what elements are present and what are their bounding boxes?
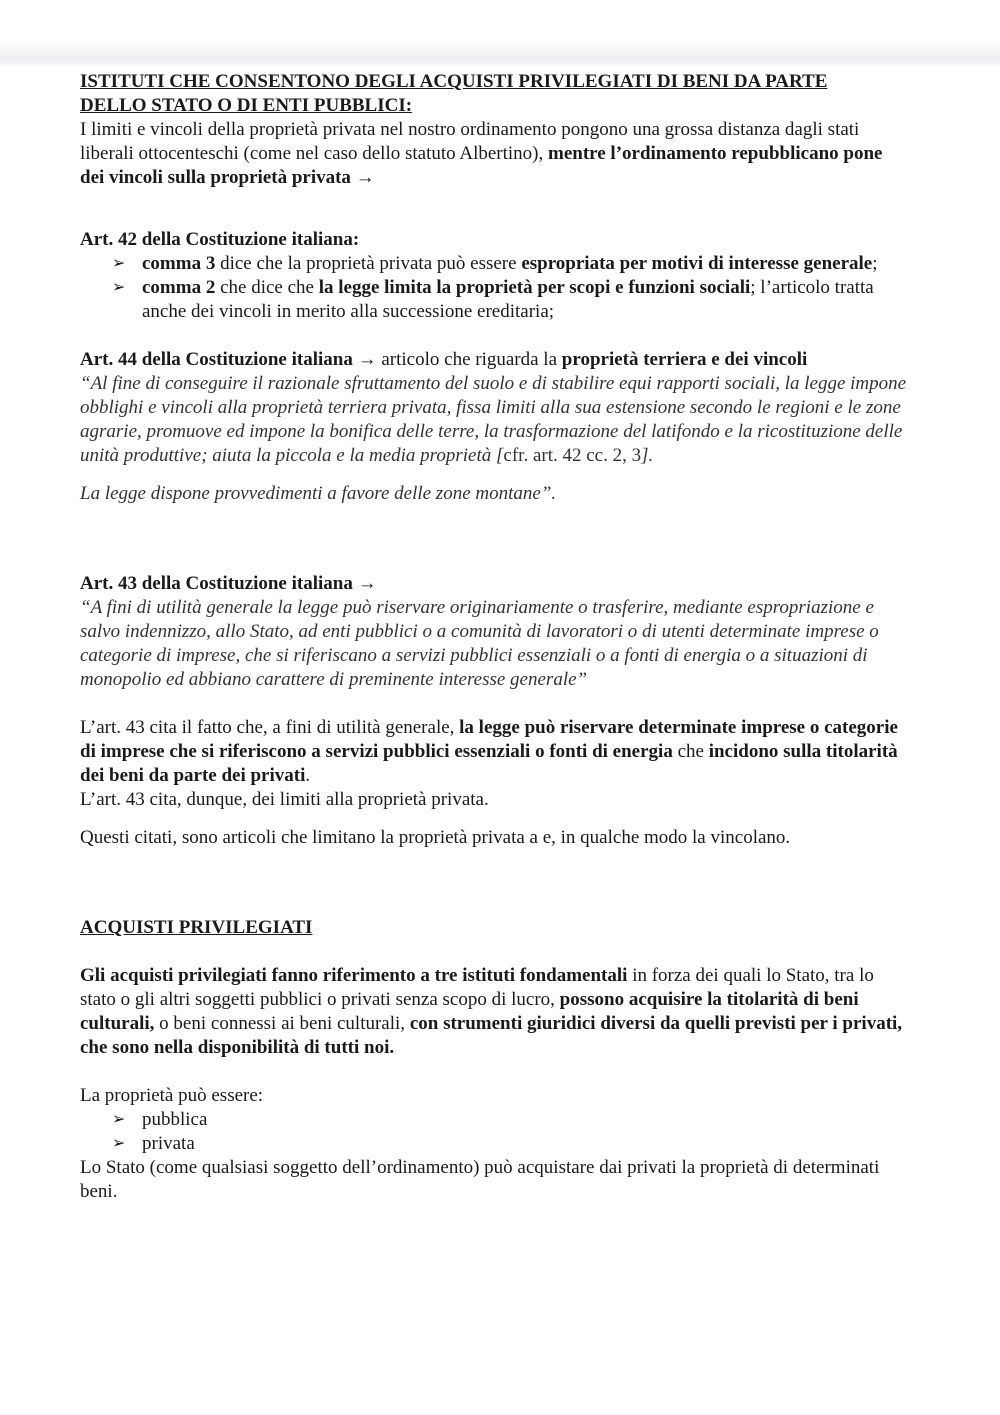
art44-bold: proprietà terriera e dei vincoli [561,349,808,370]
list-item [112,252,910,276]
acquisti-heading: ACQUISTI PRIVILEGIATI [80,917,313,938]
art44-quote-2: La legge dispone provvedimenti a favore delle zone montane”. [80,483,557,504]
paragraph-bold: la legge può riservare determinate imprese o categorie di imprese che si riferiscono a servizi pubblici essenziali o fonti di energia [80,717,898,762]
intro-text: I limiti e vincoli della proprietà privata nel nostro ordinamento pongono una grossa distanza dagli stati liberali ottocenteschi (come nel caso dello statuto Albertino), [80,119,860,164]
list-item [112,276,910,324]
art43-summary: Questi citati, sono articoli che limitano la proprietà privata a e, in qualche modo la vincolano. [80,827,791,848]
item-text: che dice che [215,277,319,298]
art43-quote: “A fini di utilità generale la legge può riservare originariamente o trasferire, mediante espropriazione e salvo indennizzo, allo Stato, ad enti pubblici o a comunità di lavoratori o di utenti determinate imprese o categorie di imprese, che si riferiscano a servizi pubblici essenziali o a fonti di energia o a situazioni di monopolio ed abbiano carattere di preminente interesse generale” [80,597,879,690]
acquisti-paragraph [80,964,910,1060]
closing-paragraph: Lo Stato (come qualsiasi soggetto dell’ordinamento) può acquistare dai privati la proprietà di determinati beni. [80,1157,880,1202]
arrow-bullet-icon: ➢ [112,1135,126,1152]
paragraph-bold: incidono sulla titolarità dei beni da parte dei privati [80,741,898,786]
list-item [112,1108,910,1132]
art44-text: articolo che riguarda la [376,349,562,370]
art43-title [80,572,910,596]
paragraph-text: . [305,765,311,786]
quote-text: “Al fine di conseguire il razionale sfruttamento del suolo e di stabilire equi rapporti sociali, la legge impone obblighi e vincoli alla proprietà terriera privata, fissa limiti alla sua estensione secondo le regioni e le zone agrarie, promuove ed impone la bonifica delle terre, la trasformazione del latifondo e la ricostituzione delle unità produttive; aiuta la piccola e la media proprietà [ [80,373,907,466]
item-bold: comma 2 [142,277,216,298]
paragraph-text: L’art. 43 cita il fatto che, a fini di utilità generale, [80,717,460,738]
paragraph-bold: Gli acquisti privilegiati fanno riferimento a tre istituti fondamentali [80,965,628,986]
property-list [80,1108,910,1156]
paragraph-text: in forza dei quali lo Stato, tra lo stato o gli altri soggetti pubblici o privati senza scopo di lucro, [80,965,874,1010]
intro-bold: mentre l’ordinamento repubblicano pone dei vincoli sulla proprietà privata → [80,143,883,188]
intro-paragraph [80,118,910,190]
item-text: ; l’articolo tratta anche dei vincoli in merito alla successione ereditaria; [142,277,874,322]
item-text: privata [142,1133,195,1154]
section-heading [80,70,910,118]
property-intro: La proprietà può essere: [80,1085,264,1106]
art43-title-text: Art. 43 della Costituzione italiana → [80,573,377,594]
paragraph-bold: possono acquisire la titolarità di beni culturali, [80,989,859,1034]
item-text: pubblica [142,1109,208,1130]
item-bold: comma 3 [142,253,216,274]
document-page [80,70,910,1204]
item-bold: espropriata per motivi di interesse generale [521,253,873,274]
art43-paragraph [80,716,910,788]
art42-title-text: Art. 42 della Costituzione italiana: [80,229,360,250]
art44-title [80,348,910,372]
art44-title-text: Art. 44 della Costituzione italiana → [80,349,377,370]
heading-line-2: DELLO STATO O DI ENTI PUBBLICI: [80,95,413,116]
art44-quote [80,372,910,468]
item-text: dice che la proprietà privata può essere [215,253,522,274]
quote-reference: cfr. art. 42 cc. 2, 3 [503,445,642,466]
quote-end: ]. [641,445,654,466]
art42-list [80,252,910,324]
arrow-bullet-icon: ➢ [112,279,126,296]
arrow-bullet-icon: ➢ [112,1111,126,1128]
item-bold: la legge limita la proprietà per scopi e funzioni sociali [318,277,751,298]
paragraph-text: o beni connessi ai beni culturali, [154,1013,410,1034]
art42-title [80,228,910,252]
paragraph-bold: con strumenti giuridici diversi da quelli previsti per i privati, che sono nella disponibilità di tutti noi. [80,1013,903,1058]
list-item [112,1132,910,1156]
arrow-bullet-icon: ➢ [112,255,126,272]
art43-limits: L’art. 43 cita, dunque, dei limiti alla proprietà privata. [80,789,489,810]
item-text: ; [872,253,878,274]
heading-line-1: ISTITUTI CHE CONSENTONO DEGLI ACQUISTI PRIVILEGIATI DI BENI DA PARTE [80,71,828,92]
top-shade [0,0,1000,66]
paragraph-text: che [672,741,709,762]
